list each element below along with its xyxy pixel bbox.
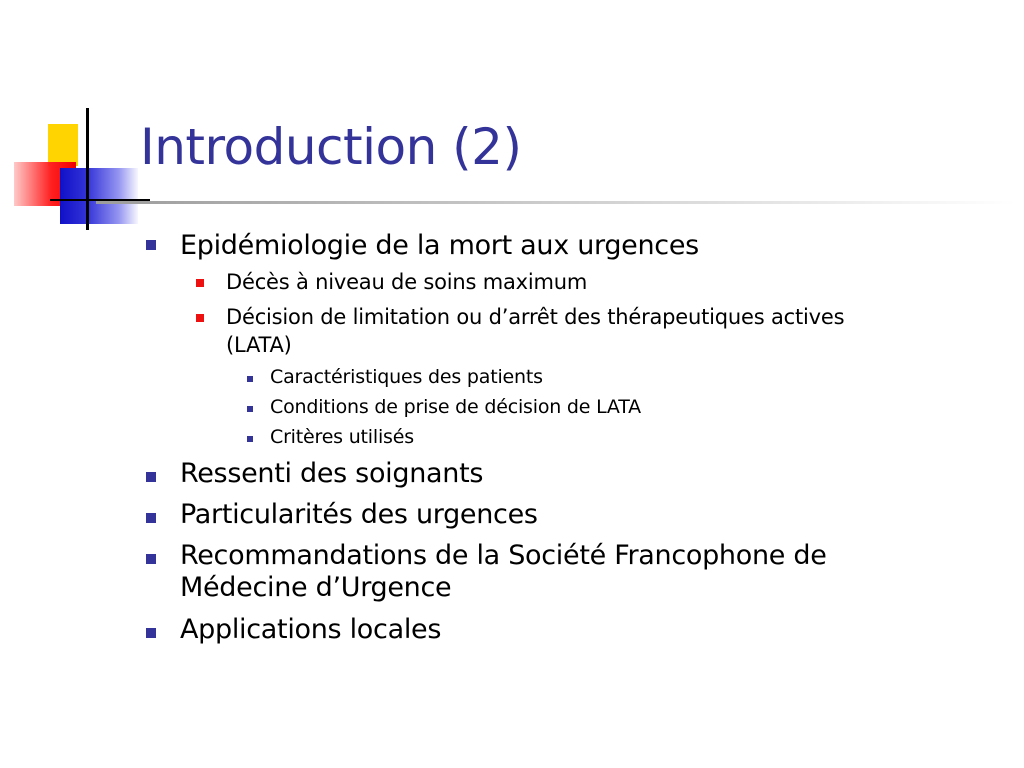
- square-bullet-icon: [196, 279, 204, 287]
- list-item-recommandations-line2: Médecine d’Urgence: [180, 572, 452, 603]
- list-item-conditions: Conditions de prise de décision de LATA: [270, 396, 641, 418]
- list-item-applications: Applications locales: [180, 614, 442, 645]
- square-bullet-icon: [146, 472, 156, 482]
- list-item-deces: Décès à niveau de soins maximum: [226, 270, 588, 294]
- square-bullet-icon: [196, 314, 204, 322]
- slide-title: Introduction (2): [140, 118, 522, 176]
- square-bullet-icon: [247, 406, 253, 412]
- square-bullet-icon: [146, 628, 156, 638]
- square-bullet-icon: [146, 513, 156, 523]
- list-item-recommandations-line1: Recommandations de la Société Francophone de: [180, 540, 827, 571]
- list-item-caracteristiques: Caractéristiques des patients: [270, 366, 543, 388]
- list-item-ressenti: Ressenti des soignants: [180, 458, 484, 489]
- square-bullet-icon: [146, 240, 156, 250]
- list-item-decision-line2: (LATA): [226, 333, 292, 357]
- list-item-epidemiologie: Epidémiologie de la mort aux urgences: [180, 230, 699, 261]
- square-bullet-icon: [146, 554, 156, 564]
- list-item-particularites: Particularités des urgences: [180, 499, 538, 530]
- square-bullet-icon: [247, 376, 253, 382]
- square-bullet-icon: [247, 436, 253, 442]
- list-item-criteres: Critères utilisés: [270, 426, 414, 448]
- list-item-decision-line1: Décision de limitation ou d’arrêt des thérapeutiques actives: [226, 305, 845, 329]
